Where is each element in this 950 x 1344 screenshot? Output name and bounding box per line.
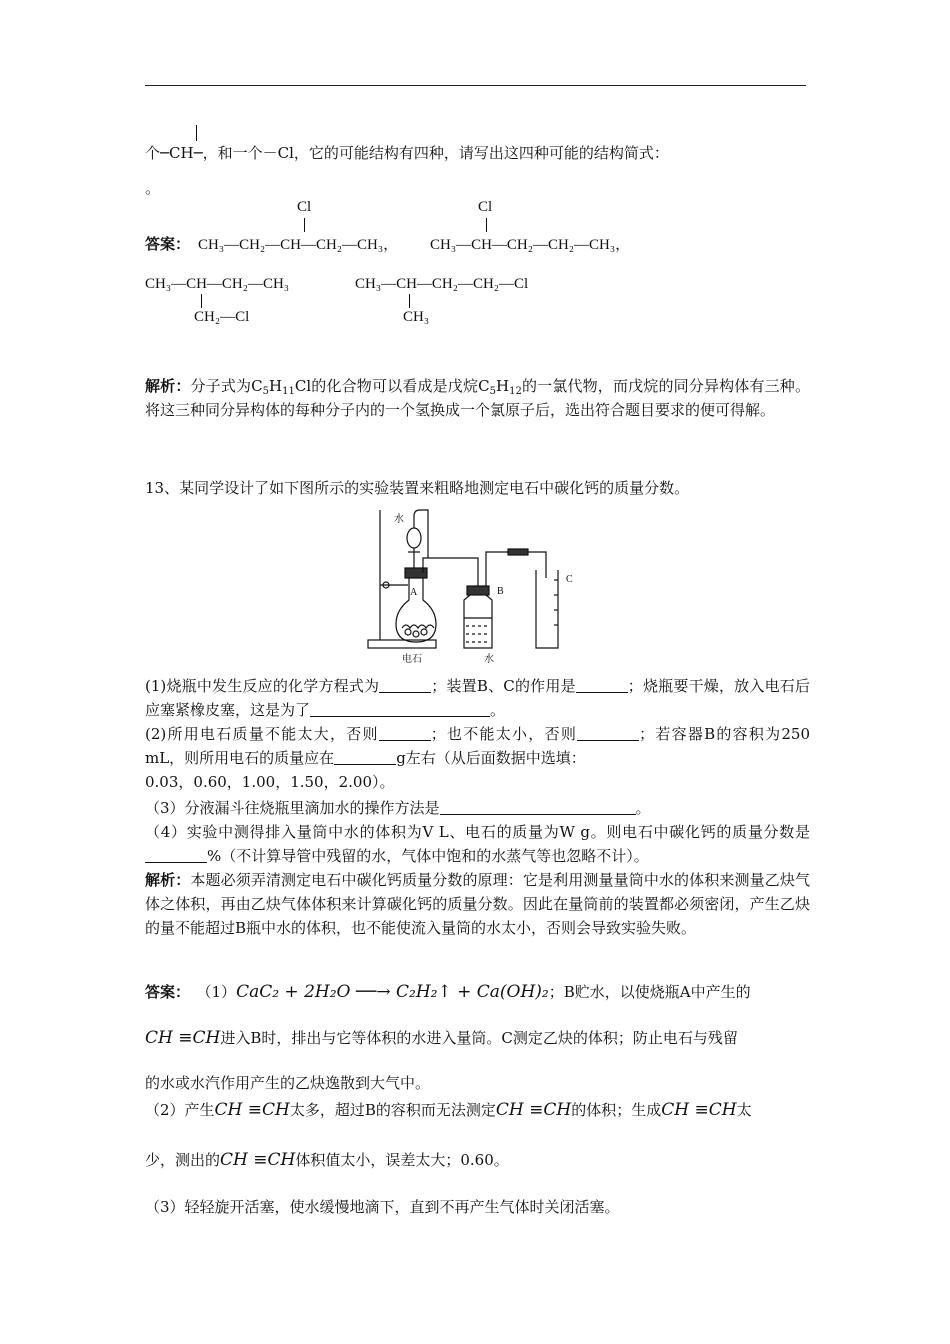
- analysis12-label: 解析：: [145, 377, 191, 395]
- intro-prefix: 个: [145, 144, 161, 162]
- q13-part4: （4）实验中测得排入量筒中水的体积为V L、电石的质量为W g。则电石中碳化钙的质量分数是%（不计算导管中残留的水，气体中饱和的水蒸气等也忽略不计）。: [145, 823, 810, 865]
- fig-label-b: B: [497, 586, 504, 597]
- analysis13: 解析：本题必须弄清测定电石中碳化钙质量分数的原理：它是利用测量量筒中水的体积来测量乙炔气体之体积，再由乙炔气体体积来计算碳化钙的质量分数。因此在量筒前的装置都必须密闭，产生乙炔的量不能超过B瓶中水的体积，也不能使流入量筒的水太小，否则会导致实验失败。: [145, 871, 810, 937]
- s3-branch: CH₂—Cl: [194, 309, 250, 325]
- apparatus-figure: [360, 500, 600, 668]
- q13-part1: (1)烧瓶中发生反应的化学方程式为 ；装置B、C的作用是 ；烧瓶要干燥，放入电石后应塞紧橡皮塞，这是为了 。: [145, 677, 810, 719]
- reaction-equation: CaC₂ + 2H₂O ──→ C₂H₂↑ + Ca(OH)₂: [236, 982, 549, 1002]
- q13-part3: （3）分液漏斗往烧瓶里滴加水的操作方法是 。: [145, 799, 651, 817]
- blank: [379, 677, 431, 693]
- answer12-label: 答案：: [145, 235, 191, 253]
- intro-text: ，和一个－Cl，它的可能结构有四种，请写出这四种可能的结构简式：: [202, 144, 669, 162]
- s3-chain: CH₃—CH—CH₂—CH₃: [145, 276, 290, 292]
- blank: [310, 701, 490, 717]
- blank: [145, 847, 207, 863]
- s4-branch: CH₃: [403, 309, 430, 325]
- blank: [440, 799, 636, 815]
- answer13-line6: （3）轻轻旋开活塞，使水缓慢地滴下，直到不再产生气体时关闭活塞。: [145, 1198, 620, 1216]
- s2-cl: Cl: [478, 199, 493, 215]
- answer13-line5: 少，测出的CH ≡CH体积值太小，误差太大；0.60。: [145, 1150, 509, 1170]
- q13-part2: (2)所用电石质量不能太大，否则 ；也不能太小，否则 ；若容器B的容积为250 mL，则所用电石的质量应在 g左右（从后面数据中选填： 0.03，0.60，1.00，1.50，2.00）。: [145, 725, 811, 791]
- s4-bond: [409, 294, 410, 308]
- fig-label-water-bottom: 水: [484, 654, 494, 665]
- header-rule: [145, 85, 806, 86]
- fig-label-a: A: [410, 587, 418, 598]
- s2-chain: CH₃—CH—CH₂—CH₂—CH₃，: [430, 237, 631, 253]
- fig-label-stone: 电石: [402, 654, 422, 665]
- ch-group: ─CH─: [160, 143, 203, 163]
- answer13-line2: CH ≡CH进入B时，排出与它等体积的水进入量筒。C测定乙炔的体积；防止电石与残留: [145, 1028, 738, 1048]
- answer13-line1: 答案： （1）CaC₂ + 2H₂O ──→ C₂H₂↑ + Ca(OH)₂；B贮水，以使烧瓶A中产生的: [145, 982, 751, 1002]
- intro-cont: 。: [145, 179, 161, 197]
- s3-bond: [201, 294, 202, 308]
- answer13-line3: 的水或水汽作用产生的乙炔逸散到大气中。: [145, 1074, 431, 1092]
- blank: [577, 725, 639, 741]
- fig-label-c: C: [566, 574, 573, 585]
- s1-bond: [304, 218, 305, 232]
- intro-line: [145, 143, 669, 163]
- s1-cl: Cl: [297, 199, 312, 215]
- answer13-line4: （2）产生CH ≡CH太多，超过B的容积而无法测定CH ≡CH的体积；生成CH ≡CH太: [145, 1100, 752, 1120]
- blank: [334, 749, 396, 765]
- analysis12: 解析：分子式为$C_5H_{11}Cl$的化合物可以看成是戊烷$C_5H_{12}$的一氯代物，而戊烷的同分异构体有三种。将这三种同分异构体的每种分子内的一个氢换成一个氯原子后，选出符合题目要求的便可得解。: [145, 377, 810, 419]
- blank: [379, 725, 431, 741]
- blank: [576, 677, 628, 693]
- s2-bond: [486, 218, 487, 232]
- ch-bond: [196, 125, 197, 141]
- q13-stem: 13、某同学设计了如下图所示的实验装置来粗略地测定电石中碳化钙的质量分数。: [145, 479, 690, 497]
- s1-chain: CH₃—CH₂—CH—CH₂—CH₃，: [198, 237, 399, 253]
- s4-chain: CH₃—CH—CH₂—CH₂—Cl: [355, 276, 529, 292]
- fig-label-water-top: 水: [394, 514, 404, 525]
